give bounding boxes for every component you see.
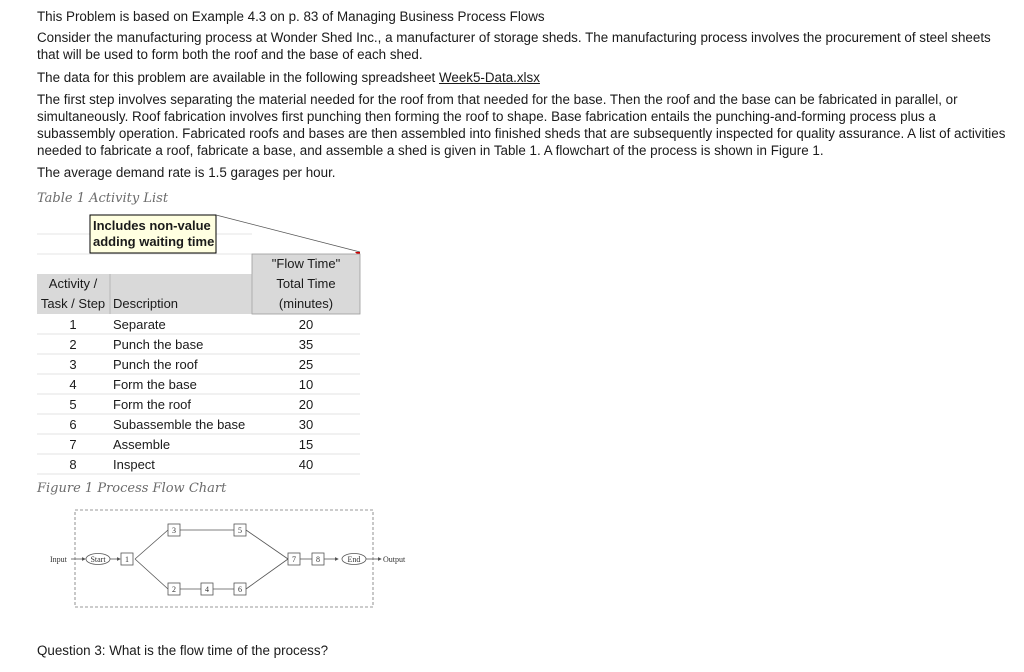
time-cell: 20 [298,397,314,412]
header-description: Description [113,296,179,311]
figure-caption: Figure 1 Process Flow Chart [37,481,227,496]
task-node-label: 7 [292,555,296,564]
step-cell: 4 [69,377,77,392]
table-row [37,317,360,334]
time-cell: 10 [298,377,314,392]
task-node-label: 4 [205,585,209,594]
description-cell: Subassemble the base [113,417,246,432]
start-label: Start [90,555,106,564]
table-row [37,457,360,474]
question-3: Question 3: What is the flow time of the process? [37,643,329,658]
data-prefix: The data for this problem are available in the following spreadsheet [37,70,439,85]
task-node-label: 2 [172,585,176,594]
step-cell: 8 [69,457,77,472]
step-cell: 2 [69,337,77,352]
process-boundary [75,510,373,607]
data-paragraph [37,69,1012,86]
task-node-6 [234,583,246,595]
task-node-8 [312,553,324,565]
description-cell: Form the base [113,377,197,392]
time-cell: 35 [298,337,314,352]
table-row [37,377,360,394]
time-cell: 25 [298,357,314,372]
description-cell: Punch the base [113,337,204,352]
header-total-time: Total Time [276,276,336,291]
table-row [37,397,360,414]
table-caption: Table 1 Activity List [37,191,169,206]
step-cell: 1 [69,317,77,332]
time-cell: 20 [298,317,314,332]
task-node-label: 8 [316,555,320,564]
spreadsheet-link[interactable]: Week5-Data.xlsx [438,70,540,85]
step-cell: 3 [69,357,77,372]
task-node-5 [234,524,246,536]
time-cell: 15 [298,437,314,452]
description-cell: Punch the roof [113,357,198,372]
process-paragraph: The first step involves separating the material needed for the roof from that needed for the base. Then the roof and the base can be fabricated in parallel, or simultaneously. Roof fabrication involves first punching then forming the roof to shape. Base fabrication entails the punching-and-forming process plus a subassembly operation. Fabricated roofs and bases are then assembled into finished sheds that are subsequently inspected for quality assurance. A list of activities needed to fabricate a roof, fabricate a base, and assemble a shed is given in Table 1. A flowchart of the process is shown in Figure 1. [37,92,1006,158]
demand-paragraph: The average demand rate is 1.5 garages per hour. [37,165,336,180]
description-cell: Form the roof [113,397,192,412]
time-cell: 30 [298,417,314,432]
step-cell: 5 [69,397,77,412]
time-cell: 40 [298,457,314,472]
task-node-1 [121,553,133,565]
header-minutes: (minutes) [278,296,334,311]
context-paragraph: Consider the manufacturing process at Wonder Shed Inc., a manufacturer of storage sheds. The manufacturing process involves the procurement of steel sheets that will be used to form both the roof and the base of each shed. [37,30,991,62]
header-flow-time: "Flow Time" [271,256,341,271]
input-label: Input [50,555,67,564]
task-node-7 [288,553,300,565]
description-cell: Separate [113,317,166,332]
comment-line-1: Includes non-value [93,218,211,233]
task-node-label: 1 [125,555,129,564]
table-row [37,357,360,374]
task-node-2 [168,583,180,595]
table-row [37,417,360,434]
process-flow-chart [37,500,437,620]
problem-reference: This Problem is based on Example 4.3 on p. 83 of Managing Business Process Flows [37,9,545,24]
task-node-label: 3 [172,526,176,535]
step-cell: 7 [69,437,77,452]
task-node-label: 6 [238,585,242,594]
step-cell: 6 [69,417,77,432]
description-cell: Assemble [113,437,171,452]
header-activity: Activity / [48,276,98,291]
output-label: Output [383,555,406,564]
activity-table [37,212,367,477]
table-row [37,337,360,354]
description-cell: Inspect [113,457,155,472]
task-node-label: 5 [238,526,242,535]
task-node-3 [168,524,180,536]
header-task-step: Task / Step [40,296,106,311]
table-row [37,437,360,454]
comment-line-2: adding waiting time [93,234,215,249]
end-label: End [347,555,361,564]
task-node-4 [201,583,213,595]
